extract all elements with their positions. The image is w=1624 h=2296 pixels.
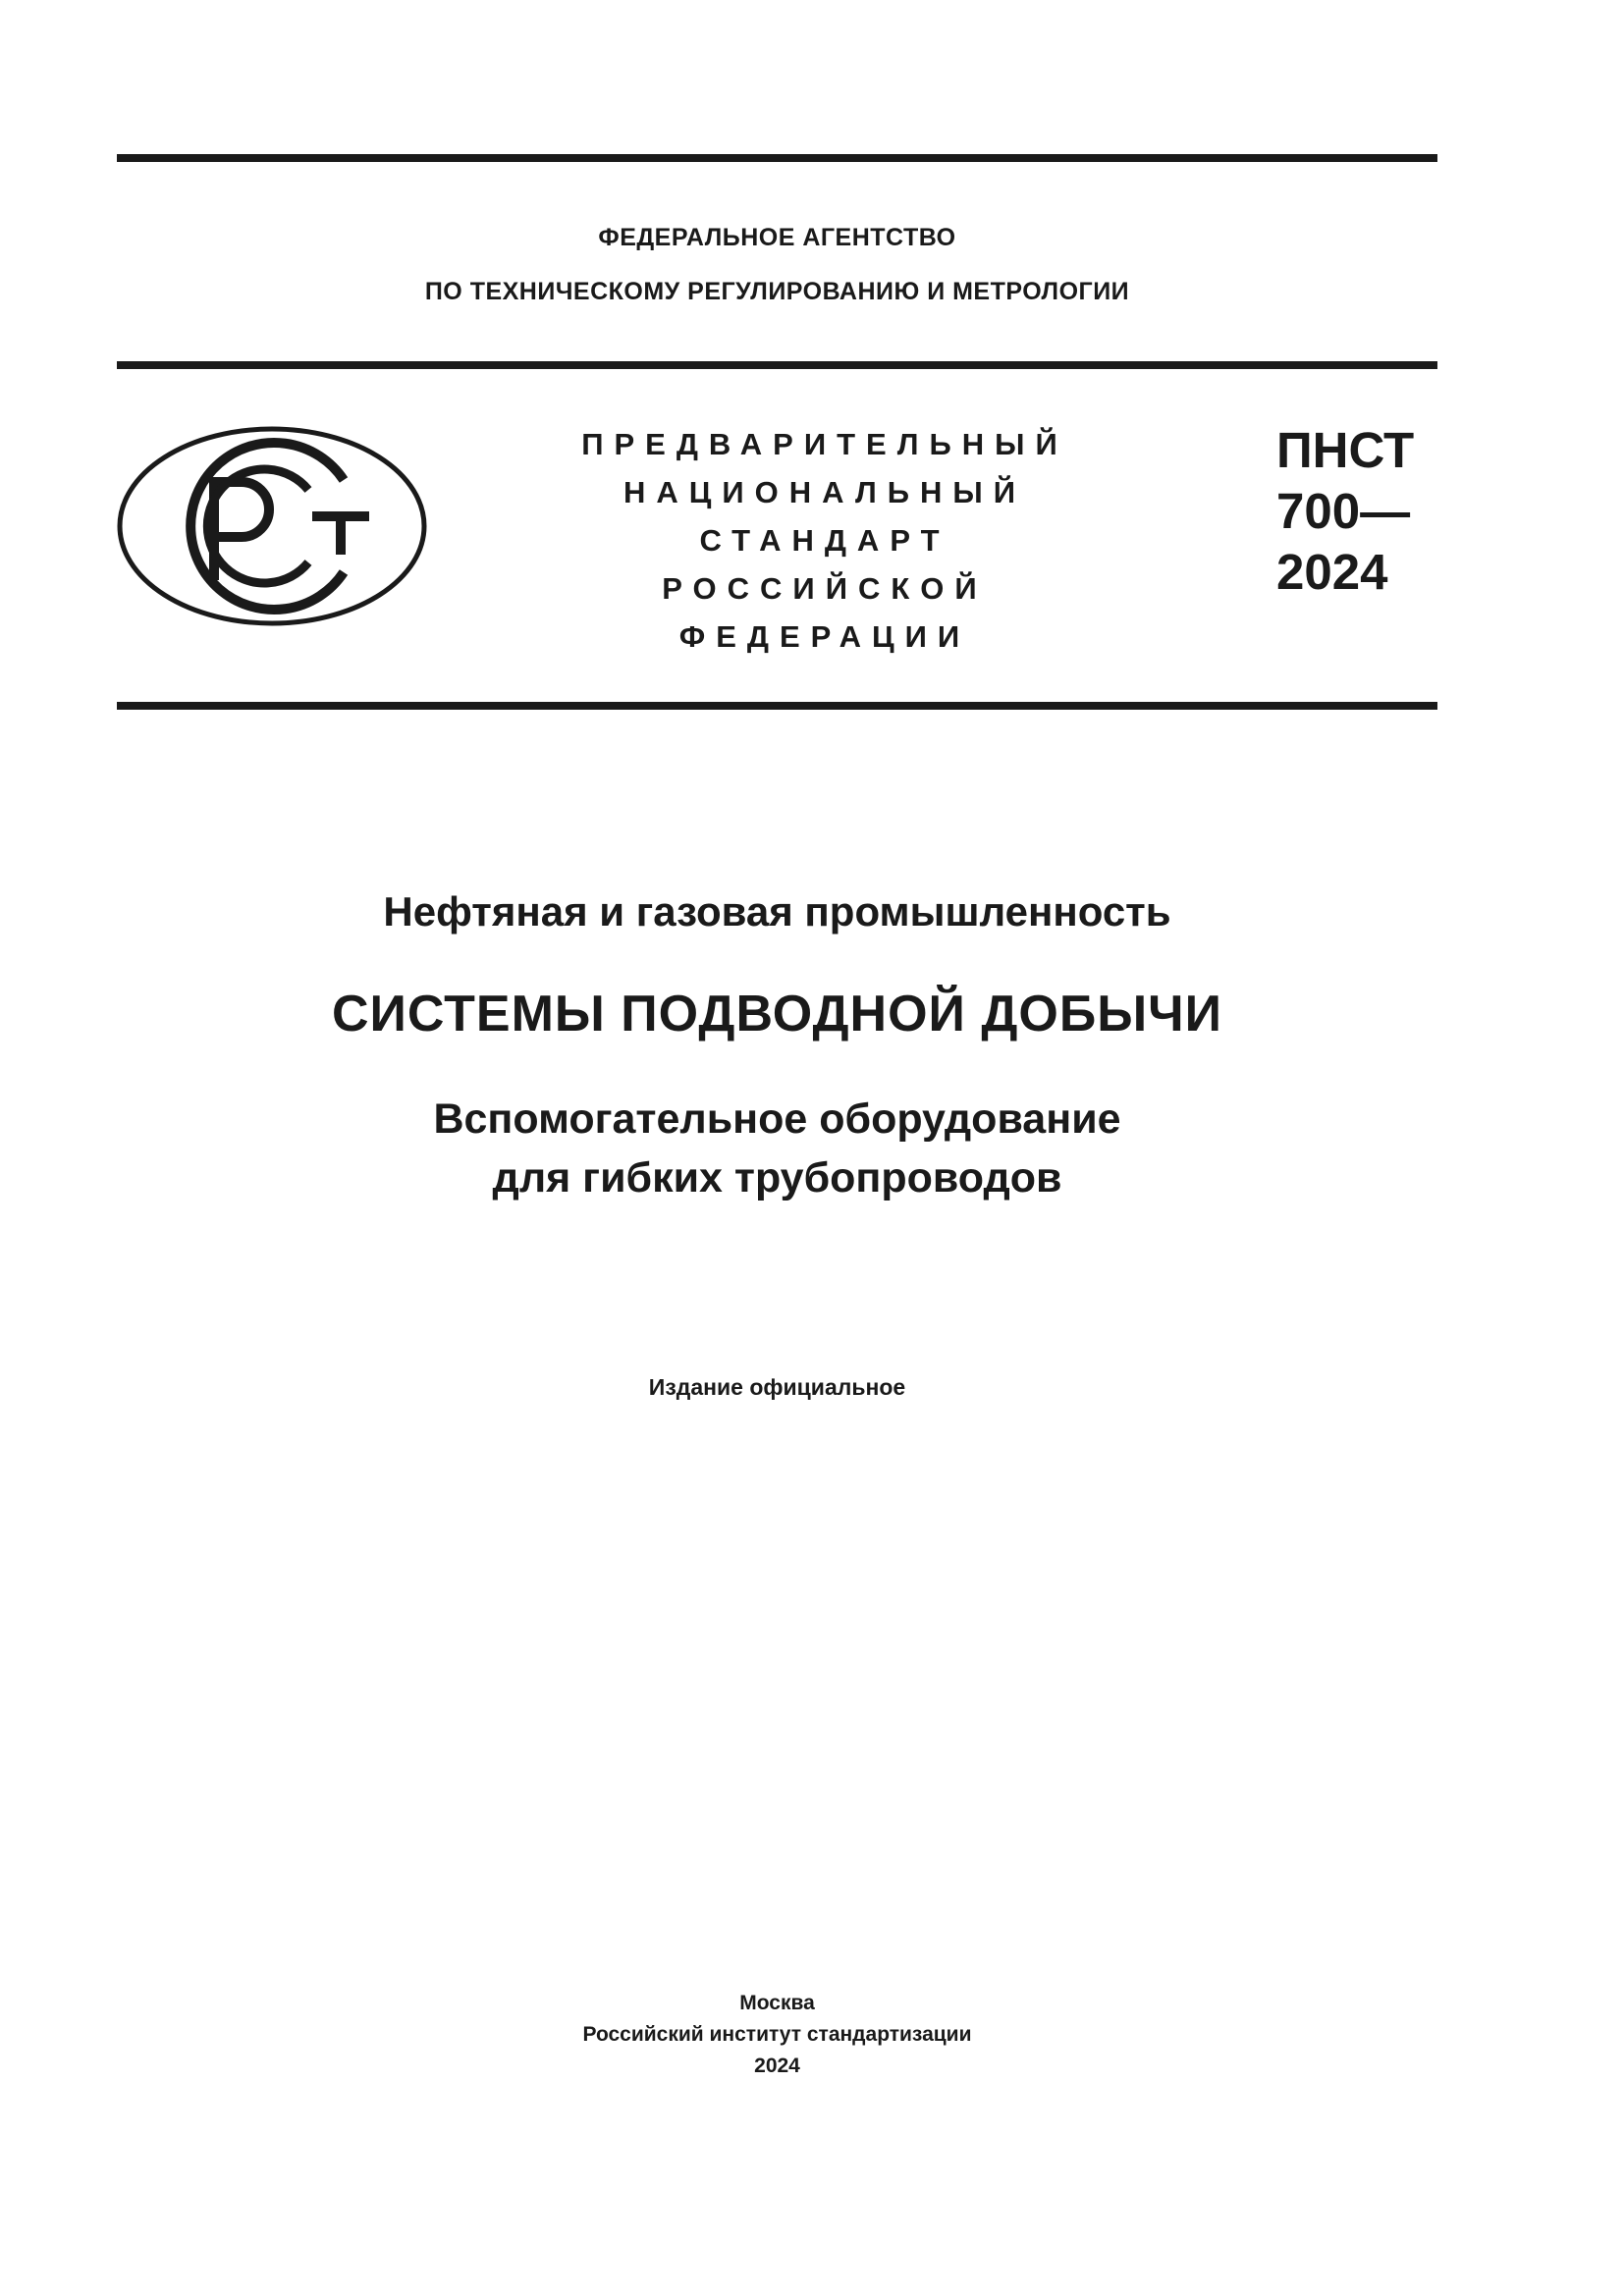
standard-type — [530, 420, 1119, 661]
publication-year: 2024 — [754, 2055, 800, 2077]
standard-type-line: СТАНДАРТ — [699, 523, 950, 558]
main-title: СИСТЕМЫ ПОДВОДНОЙ ДОБЫЧИ — [331, 986, 1223, 1042]
standard-number-line: 2024 — [1276, 544, 1388, 600]
top-rule — [117, 154, 1437, 162]
standard-type-line: ПРЕДВАРИТЕЛЬНЫЙ — [581, 427, 1068, 461]
standard-type-line: ФЕДЕРАЦИИ — [678, 619, 971, 654]
standard-type-line: НАЦИОНАЛЬНЫЙ — [623, 475, 1027, 509]
header-rule — [117, 361, 1437, 369]
subtitle-line: Вспомогательное оборудование — [433, 1095, 1121, 1143]
city: Москва — [739, 1992, 815, 2014]
agency-name-line-2: ПО ТЕХНИЧЕСКОМУ РЕГУЛИРОВАНИЮ И МЕТРОЛОГИИ — [424, 278, 1130, 305]
standard-type-line: РОССИЙСКОЙ — [662, 571, 988, 606]
publisher-block — [117, 1988, 1437, 2082]
industry-title: Нефтяная и газовая промышленность — [383, 888, 1171, 934]
standard-number-line: 700— — [1276, 483, 1411, 539]
gost-r-emblem-icon — [116, 425, 428, 627]
section-rule — [117, 702, 1437, 710]
subtitle-line: для гибких трубопроводов — [492, 1154, 1062, 1201]
publisher-name: Российский институт стандартизации — [582, 2023, 972, 2046]
document-subtitle — [117, 1090, 1437, 1207]
edition-label: Издание официальное — [648, 1374, 906, 1400]
standard-number — [1276, 420, 1414, 603]
standard-number-line: ПНСТ — [1276, 422, 1415, 478]
agency-name-line-1: ФЕДЕРАЛЬНОЕ АГЕНТСТВО — [598, 224, 956, 251]
